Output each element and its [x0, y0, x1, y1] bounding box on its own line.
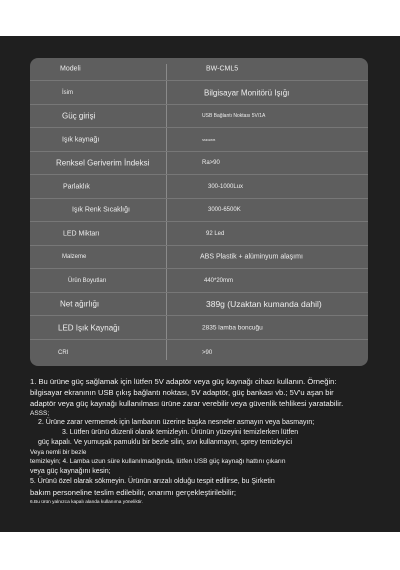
note-line: 5. Ürünü özel olarak sökmeyin. Ürünün arızalı olduğu tespit edilirse, bu Şirketin — [30, 478, 275, 485]
spec-row-model — [30, 58, 368, 81]
spec-value: Ra>90 — [202, 160, 220, 166]
spec-value: 389g (Uzaktan kumanda dahil) — [206, 299, 322, 309]
spec-label: LED Işık Kaynağı — [58, 323, 120, 332]
note-line: 6.Bu ürün yalnızca kapalı alanda kullanıma yöneliktir. — [30, 500, 143, 505]
spec-value: SMD2835 — [202, 137, 216, 142]
spec-row-color-temperature — [30, 199, 368, 222]
spec-row-color-rendering-index — [30, 152, 368, 175]
spec-value: ABS Plastik + alüminyum alaşımı — [200, 253, 303, 261]
spec-table — [30, 58, 368, 366]
spec-row-light-source — [30, 128, 368, 152]
product-spec-sheet — [0, 36, 400, 532]
spec-value: USB Bağlantı Noktası 5V/1A — [202, 113, 266, 119]
note-line: bilgisayar ekranının USB çıkış bağlantı noktası, 5V adaptör, güç bankası vb.; 5V'u aşan bir — [30, 388, 334, 397]
spec-value: BW-CML5 — [206, 65, 239, 73]
spec-label: Işık Renk Sıcaklığı — [72, 206, 130, 214]
spec-label: Güç girişi — [62, 111, 96, 121]
spec-label: Parlaklık — [63, 183, 90, 190]
spec-value: 300-1000Lux — [208, 183, 244, 190]
note-line: temizleyin; 4. Lamba uzun süre kullanılmadığında, lütfen USB güç kaynağı hattını çıkarın — [30, 458, 286, 465]
spec-value: >90 — [202, 350, 213, 356]
spec-label: Net ağırlığı — [60, 299, 100, 309]
spec-value: Bilgisayar Monitörü Işığı — [204, 88, 290, 97]
spec-label: CRI — [58, 350, 69, 356]
spec-label: İsim — [62, 89, 73, 96]
spec-row-dimensions — [30, 269, 368, 293]
spec-row-net-weight — [30, 293, 368, 316]
note-line: adaptör veya güç kaynağı kullanılması ürüne zarar verebilir veya güvenlik tehlikesi yaratabilir. — [30, 399, 344, 408]
note-line: 2. Ürüne zarar vermemek için lambanın üzerine başka nesneler asmayın veya basmayın; — [38, 419, 315, 426]
note-line: veya güç kaynağını kesin; — [30, 468, 111, 475]
spec-row-brightness — [30, 175, 368, 199]
spec-label: Işık kaynağı — [62, 136, 100, 143]
note-line: Veya nemli bir bezle — [30, 449, 87, 456]
spec-label: LED Miktarı — [63, 230, 100, 237]
spec-label: Malzeme — [62, 254, 87, 260]
spec-value: 2835 lamba boncuğu — [202, 324, 263, 331]
spec-row-material — [30, 246, 368, 269]
spec-row-name — [30, 81, 368, 105]
spec-row-led-count — [30, 222, 368, 246]
note-line: güç kapalı. Ve yumuşak pamuklu bir bezle silin, sıvı kullanmayın, sprey temizleyici — [38, 439, 293, 446]
spec-label: Renksel Geriverim İndeksi — [56, 158, 150, 168]
spec-label: Ürün Boyutları — [68, 277, 107, 284]
spec-row-power-input — [30, 105, 368, 128]
note-line: 1. Bu ürüne güç sağlamak için lütfen 5V adaptör veya güç kaynağı cihazı kullanın. Örneğin: — [30, 377, 337, 386]
note-line: bakım personeline teslim edilebilir, onarımı gerçekleştirilebilir; — [30, 488, 236, 497]
spec-label: Modeli — [60, 65, 81, 73]
spec-row-led-light-source — [30, 316, 368, 340]
spec-value: 3000-6500K — [208, 207, 241, 213]
note-line: 3. Lütfen ürünü düzenli olarak temizleyin. Ürünün yüzeyini temizlerken lütfen — [62, 429, 299, 436]
spec-value: 92 Led — [206, 230, 225, 237]
usage-notes — [30, 376, 380, 507]
spec-value: 440*20mm — [204, 277, 234, 284]
spec-row-cri — [30, 340, 368, 366]
note-line: ASSS; — [30, 410, 50, 417]
